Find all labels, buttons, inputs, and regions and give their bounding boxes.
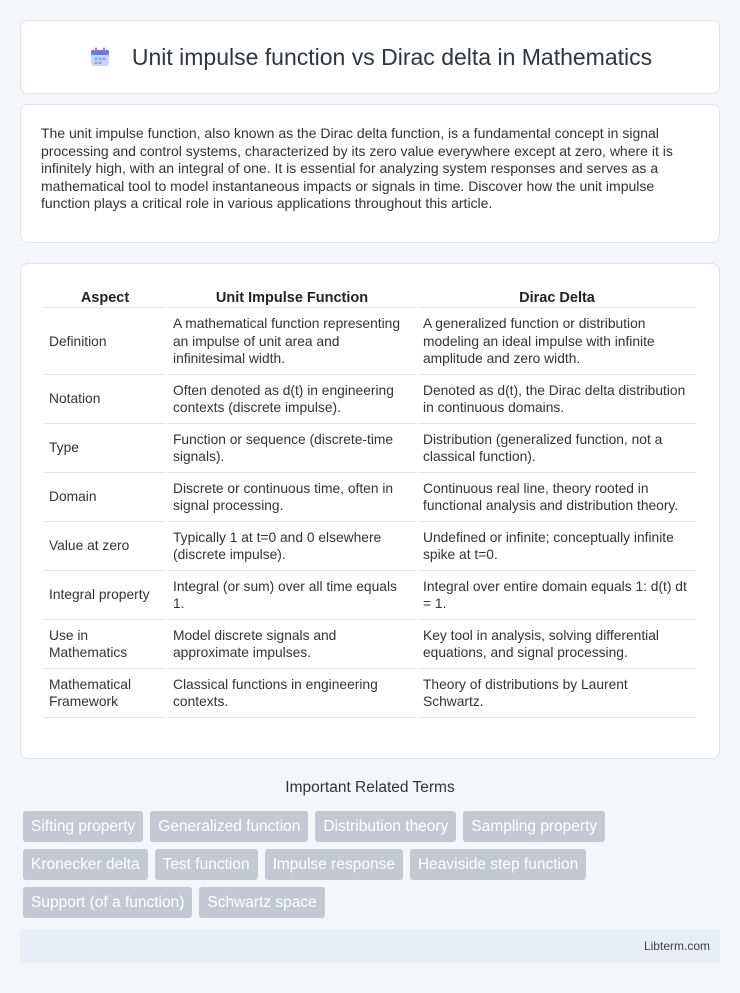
title-card bbox=[20, 20, 720, 94]
row-aspect: Type bbox=[44, 426, 166, 473]
row-aspect: Integral property bbox=[44, 573, 166, 620]
row-unit-impulse: Classical functions in engineering contexts. bbox=[168, 671, 416, 718]
row-unit-impulse: Function or sequence (discrete-time signals). bbox=[168, 426, 416, 473]
row-aspect: Use in Mathematics bbox=[44, 622, 166, 669]
header-aspect: Aspect bbox=[44, 286, 166, 308]
table-row bbox=[44, 310, 696, 375]
page-title: Unit impulse function vs Dirac delta in Mathematics bbox=[131, 43, 653, 70]
related-term-tag[interactable]: Schwartz space bbox=[199, 887, 324, 918]
header-unit-impulse: Unit Impulse Function bbox=[168, 286, 416, 308]
row-aspect: Domain bbox=[44, 475, 166, 522]
row-unit-impulse: Typically 1 at t=0 and 0 elsewhere (discrete impulse). bbox=[168, 524, 416, 571]
intro-card bbox=[20, 104, 720, 243]
row-unit-impulse: A mathematical function representing an impulse of unit area and infinitesimal width. bbox=[168, 310, 416, 375]
row-dirac-delta: Undefined or infinite; conceptually infinite spike at t=0. bbox=[418, 524, 696, 571]
footer-brand-link[interactable]: Libterm.com bbox=[643, 939, 710, 953]
related-term-tag[interactable]: Distribution theory bbox=[315, 811, 456, 842]
related-term-tag[interactable]: Sifting property bbox=[23, 811, 143, 842]
table-row bbox=[44, 573, 696, 620]
row-dirac-delta: Continuous real line, theory rooted in functional analysis and distribution theory. bbox=[418, 475, 696, 522]
table-row bbox=[44, 671, 696, 718]
calendar-icon bbox=[88, 45, 112, 69]
intro-text: The unit impulse function, also known as the Dirac delta function, is a fundamental concept in signal processing and control systems, characterized by its zero value everywhere except at zero, where it is infinitely high, with an integral of one. It is essential for analyzing system responses and serves as a mathematical tool to model instantaneous impacts or signals in time. Discover how the unit impulse function plays a critical role in various applications throughout this article. bbox=[41, 125, 673, 212]
row-dirac-delta: Key tool in analysis, solving differential equations, and signal processing. bbox=[418, 622, 696, 669]
row-aspect: Definition bbox=[44, 310, 166, 375]
row-dirac-delta: Integral over entire domain equals 1: d(t) dt = 1. bbox=[418, 573, 696, 620]
row-unit-impulse: Often denoted as d(t) in engineering contexts (discrete impulse). bbox=[168, 377, 416, 424]
related-term-tag[interactable]: Test function bbox=[155, 849, 258, 880]
table-row bbox=[44, 426, 696, 473]
related-term-tag[interactable]: Impulse response bbox=[265, 849, 403, 880]
row-aspect: Value at zero bbox=[44, 524, 166, 571]
related-terms-heading: Important Related Terms bbox=[285, 779, 455, 796]
row-unit-impulse: Model discrete signals and approximate impulses. bbox=[168, 622, 416, 669]
table-header-row bbox=[44, 286, 696, 308]
footer bbox=[20, 929, 720, 963]
header-dirac-delta: Dirac Delta bbox=[418, 286, 696, 308]
related-term-tag[interactable]: Sampling property bbox=[463, 811, 605, 842]
table-row bbox=[44, 377, 696, 424]
row-dirac-delta: Distribution (generalized function, not a classical function). bbox=[418, 426, 696, 473]
row-dirac-delta: A generalized function or distribution modeling an ideal impulse with infinite amplitude and zero width. bbox=[418, 310, 696, 375]
row-dirac-delta: Denoted as d(t), the Dirac delta distribution in continuous domains. bbox=[418, 377, 696, 424]
row-aspect: Notation bbox=[44, 377, 166, 424]
related-terms-list bbox=[23, 811, 723, 925]
related-term-tag[interactable]: Heaviside step function bbox=[410, 849, 586, 880]
comparison-table bbox=[42, 284, 698, 720]
row-dirac-delta: Theory of distributions by Laurent Schwartz. bbox=[418, 671, 696, 718]
table-row bbox=[44, 475, 696, 522]
table-row bbox=[44, 622, 696, 669]
related-term-tag[interactable]: Kronecker delta bbox=[23, 849, 148, 880]
row-unit-impulse: Integral (or sum) over all time equals 1. bbox=[168, 573, 416, 620]
table-row bbox=[44, 524, 696, 571]
row-aspect: Mathematical Framework bbox=[44, 671, 166, 718]
related-term-tag[interactable]: Support (of a function) bbox=[23, 887, 192, 918]
comparison-table-card bbox=[20, 263, 720, 759]
related-term-tag[interactable]: Generalized function bbox=[150, 811, 308, 842]
row-unit-impulse: Discrete or continuous time, often in signal processing. bbox=[168, 475, 416, 522]
